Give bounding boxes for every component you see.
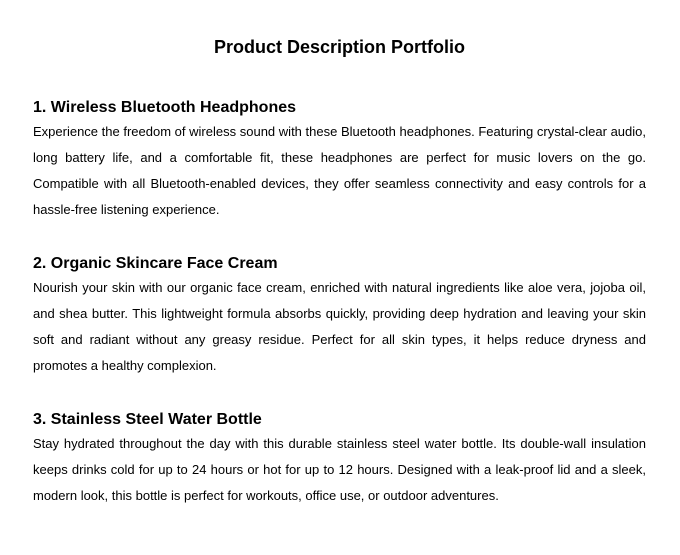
product-section-headphones — [33, 58, 646, 223]
section-body: Stay hydrated throughout the day with this durable stainless steel water bottle. Its double-wall insulation keeps drinks cold for up to 24 hours or hot for up to 12 hours. Designed with a leak-proof lid and a sleek, modern look, this bottle is perfect for workouts, office use, or outdoor adventures. — [33, 436, 646, 503]
section-heading: 3. Stainless Steel Water Bottle — [33, 411, 262, 428]
section-body: Experience the freedom of wireless sound with these Bluetooth headphones. Featuring crystal-clear audio, long battery life, and a comfortable fit, these headphones are perfect for music lovers on the go. Compatible with all Bluetooth-enabled devices, they offer seamless connectivity and easy controls for a hassle-free listening experience. — [33, 124, 646, 217]
section-heading: 2. Organic Skincare Face Cream — [33, 255, 278, 272]
product-section-face-cream — [33, 223, 646, 379]
section-heading: 1. Wireless Bluetooth Headphones — [33, 99, 297, 116]
section-body: Nourish your skin with our organic face cream, enriched with natural ingredients like aloe vera, jojoba oil, and shea butter. This lightweight formula absorbs quickly, providing deep hydration and leaving your skin soft and radiant without any greasy residue. Perfect for all skin types, it helps reduce dryness and promotes a healthy complexion. — [33, 280, 646, 373]
product-section-water-bottle — [33, 379, 646, 509]
document-title: Product Description Portfolio — [213, 37, 465, 57]
